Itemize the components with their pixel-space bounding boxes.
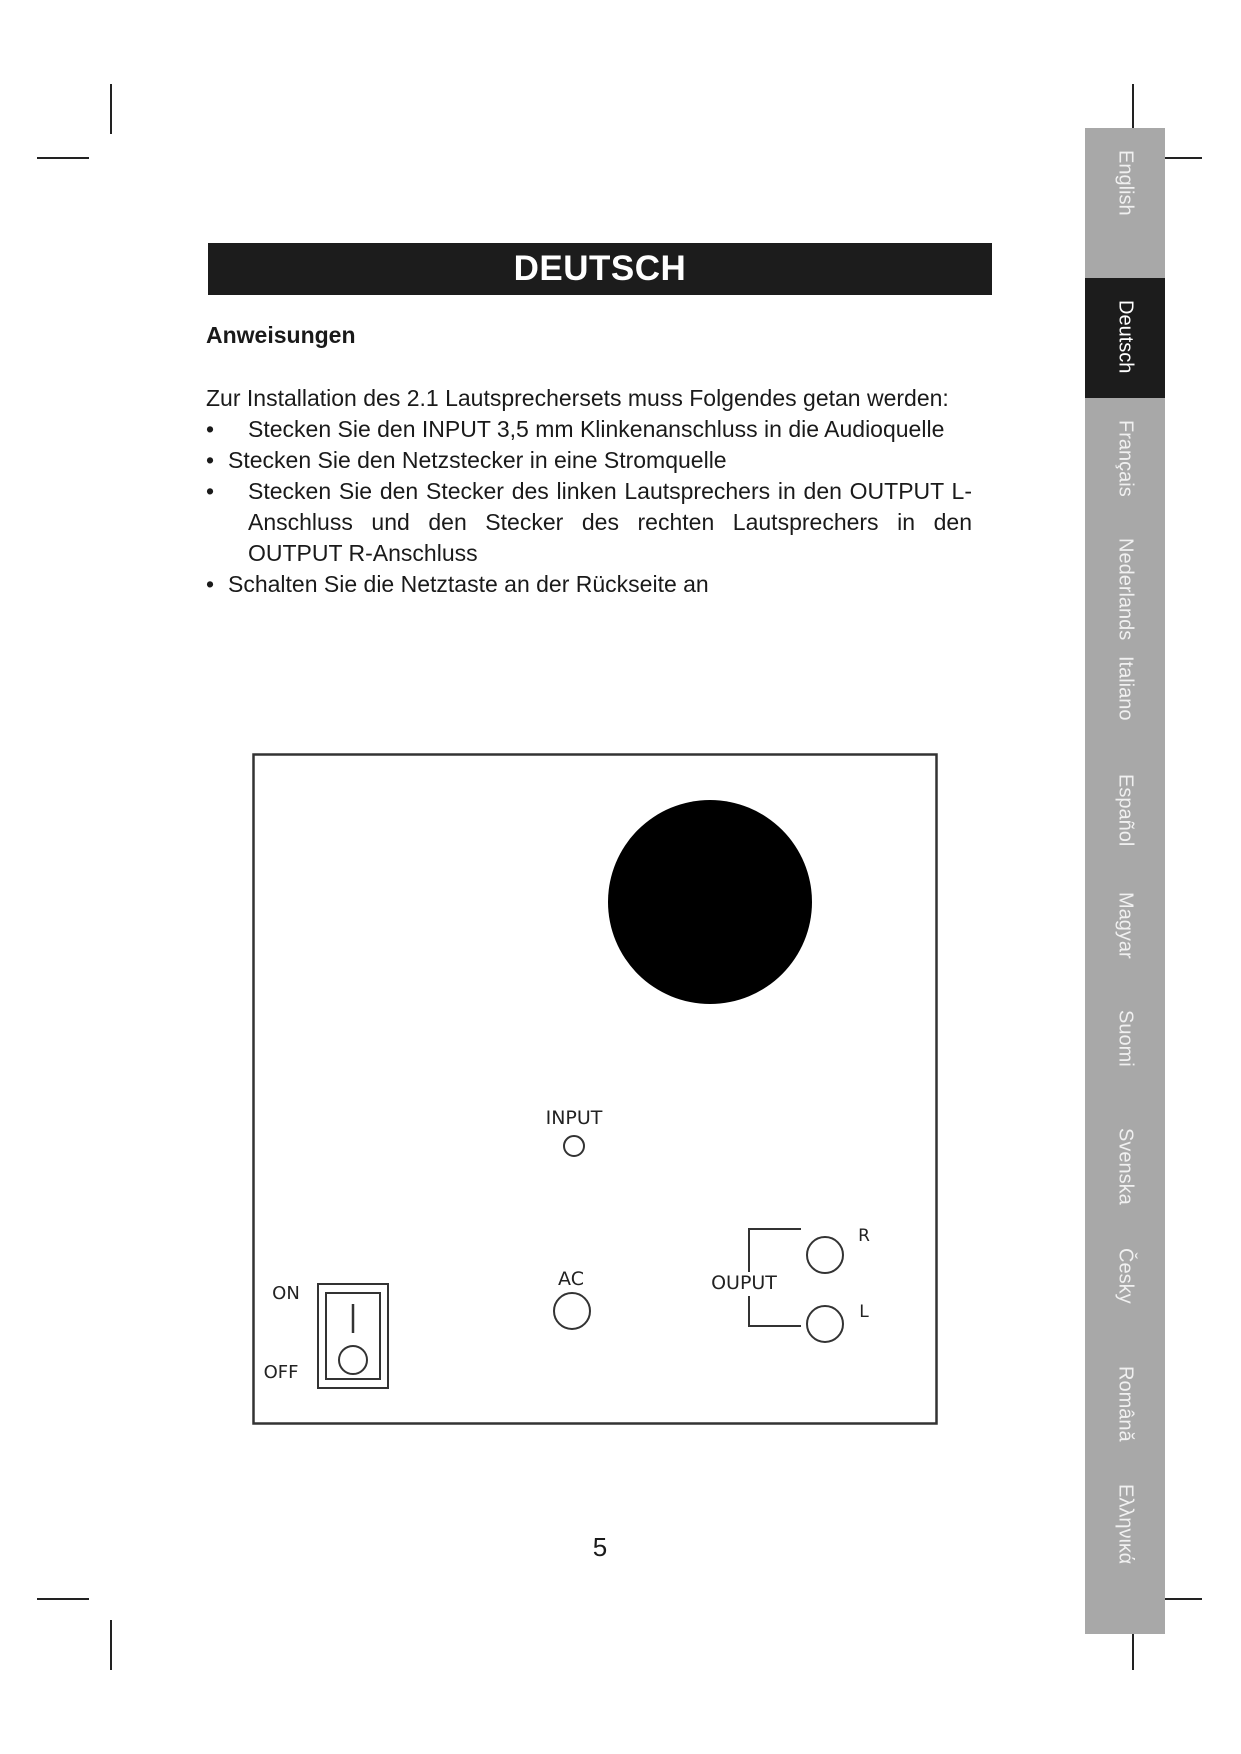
- step-text: Stecken Sie den INPUT 3,5 mm Klinkenanschluss in die Audioquelle: [248, 416, 945, 442]
- section-title: Anweisungen: [206, 322, 356, 348]
- output-l-jack[interactable]: [807, 1306, 843, 1342]
- crop-mark: [110, 1620, 112, 1670]
- tab-svenska[interactable]: Svenska: [1114, 1128, 1137, 1205]
- tab-romana[interactable]: Română: [1114, 1366, 1137, 1442]
- ac-label: AC: [558, 1268, 584, 1290]
- tab-ellinika[interactable]: Ελληνικά: [1114, 1484, 1137, 1565]
- header-title: DEUTSCH: [513, 249, 687, 288]
- output-r-jack[interactable]: [807, 1237, 843, 1273]
- bullet: •: [206, 478, 215, 504]
- ac-socket[interactable]: [554, 1293, 590, 1329]
- input-jack[interactable]: [564, 1136, 584, 1156]
- tab-suomi[interactable]: Suomi: [1114, 1010, 1137, 1067]
- speaker-driver: [608, 800, 812, 1004]
- off-label: OFF: [263, 1362, 299, 1383]
- step-text: Stecken Sie den Netzstecker in eine Stromquelle: [228, 447, 727, 473]
- tab-francais[interactable]: Français: [1114, 420, 1137, 497]
- tab-magyar[interactable]: Magyar: [1114, 892, 1137, 959]
- step-text: Schalten Sie die Netztaste an der Rückseite an: [228, 571, 709, 597]
- output-label: OUPUT: [711, 1272, 777, 1294]
- bullet: •: [206, 571, 215, 597]
- crop-mark: [37, 1598, 89, 1600]
- language-tabs: [1085, 128, 1165, 1634]
- crop-mark: [1132, 84, 1134, 134]
- list-item: [206, 414, 986, 445]
- tab-espanol[interactable]: Español: [1114, 774, 1137, 847]
- rear-panel-diagram: [252, 753, 938, 1425]
- page-header: [208, 243, 992, 295]
- input-label: INPUT: [545, 1107, 603, 1129]
- r-label: R: [858, 1226, 870, 1246]
- power-switch[interactable]: [318, 1284, 388, 1388]
- page-number: 5: [592, 1532, 608, 1562]
- crop-mark: [37, 157, 89, 159]
- intro-paragraph: Zur Installation des 2.1 Lautsprechersets muss Folgendes getan werden:: [206, 385, 949, 411]
- tab-deutsch[interactable]: Deutsch: [1085, 278, 1165, 398]
- l-label: L: [859, 1302, 869, 1322]
- tab-italiano[interactable]: Italiano: [1114, 656, 1137, 721]
- steps-list: [206, 414, 986, 600]
- list-item: [206, 569, 986, 600]
- list-item: [206, 476, 986, 569]
- tab-nederlands[interactable]: Nederlands: [1114, 538, 1137, 641]
- tab-english[interactable]: English: [1114, 150, 1137, 216]
- list-item: [206, 445, 986, 476]
- instructions: [206, 383, 986, 600]
- tab-cesky[interactable]: Česky: [1114, 1248, 1137, 1304]
- crop-mark: [110, 84, 112, 134]
- bullet: •: [206, 416, 215, 442]
- on-label: ON: [272, 1283, 300, 1304]
- step-text: Stecken Sie den Stecker des linken Lautsprechers in den OUTPUT L-Anschluss und den Stecker des rechten Lautsprechers in den OUTPUT R-Anschluss: [248, 478, 972, 566]
- bullet: •: [206, 447, 215, 473]
